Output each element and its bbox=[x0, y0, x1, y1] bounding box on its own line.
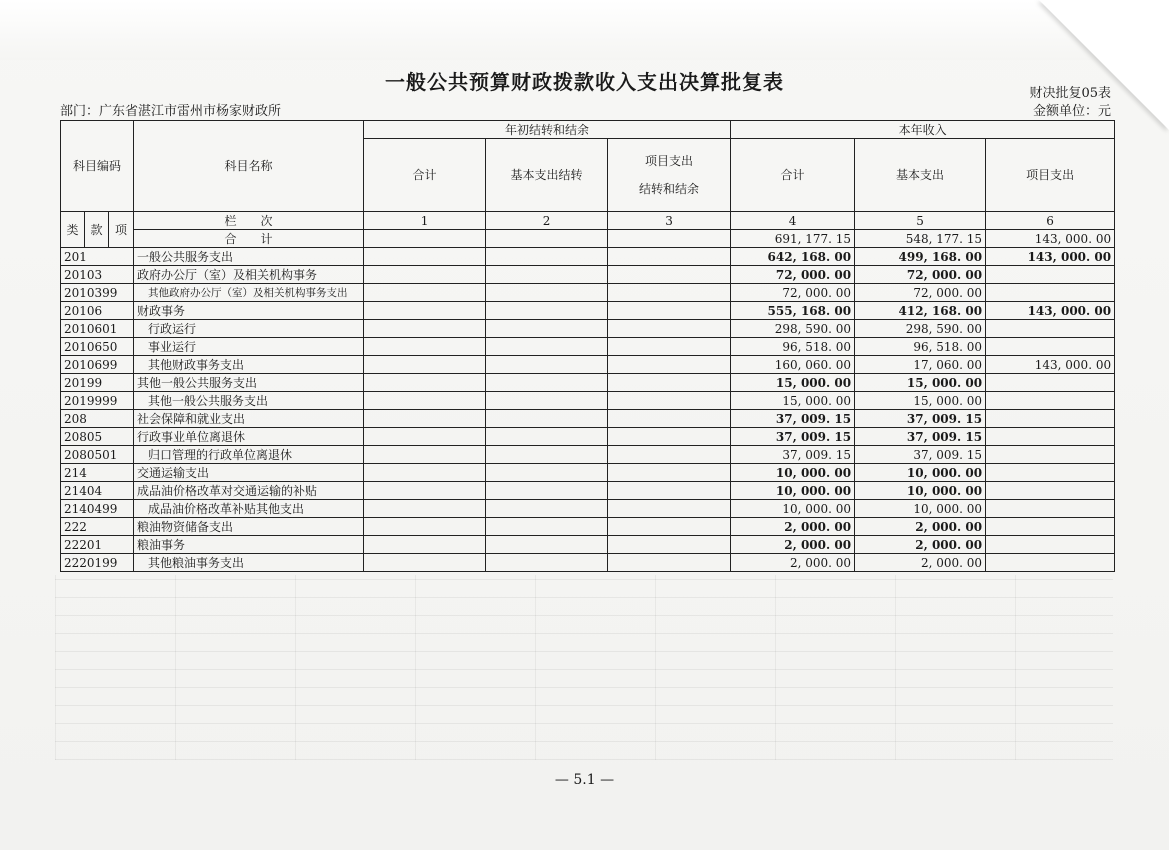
column-index-row bbox=[61, 212, 1115, 230]
row-carry-c2 bbox=[486, 518, 608, 536]
row-carry-c1 bbox=[364, 320, 486, 338]
row-value-c6 bbox=[986, 536, 1115, 554]
row-value-c5: 15, 000. 00 bbox=[855, 374, 986, 392]
row-value-c4: 10, 000. 00 bbox=[731, 482, 855, 500]
row-carry-c3 bbox=[608, 536, 731, 554]
row-value-c4: 10, 000. 00 bbox=[731, 464, 855, 482]
header-row-1 bbox=[61, 121, 1115, 139]
page-number: — 5.1 — bbox=[554, 772, 615, 788]
row-subject-code: 2019999 bbox=[61, 392, 134, 410]
row-carry-c2 bbox=[486, 248, 608, 266]
row-value-c6: 143, 000. 00 bbox=[986, 302, 1115, 320]
row-value-c5: 298, 590. 00 bbox=[855, 320, 986, 338]
project-carry-header bbox=[608, 139, 731, 212]
row-carry-c2 bbox=[486, 410, 608, 428]
total-c5: 548, 177. 15 bbox=[855, 230, 986, 248]
row-carry-c2 bbox=[486, 500, 608, 518]
row-subject-code: 222 bbox=[61, 518, 134, 536]
row-value-c6 bbox=[986, 554, 1115, 572]
table-row bbox=[61, 248, 1115, 266]
row-value-c4: 37, 009. 15 bbox=[731, 410, 855, 428]
row-value-c6 bbox=[986, 518, 1115, 536]
row-carry-c3 bbox=[608, 284, 731, 302]
lanci-label: 栏 次 bbox=[134, 212, 364, 230]
row-carry-c1 bbox=[364, 374, 486, 392]
row-value-c5: 499, 168. 00 bbox=[855, 248, 986, 266]
row-carry-c2 bbox=[486, 536, 608, 554]
project-carry-line2: 结转和结余 bbox=[639, 182, 700, 197]
col-index-1: 1 bbox=[364, 212, 486, 230]
row-carry-c2 bbox=[486, 554, 608, 572]
row-carry-c2 bbox=[486, 302, 608, 320]
row-value-c6 bbox=[986, 428, 1115, 446]
row-value-c4: 15, 000. 00 bbox=[731, 374, 855, 392]
row-carry-c2 bbox=[486, 320, 608, 338]
row-carry-c3 bbox=[608, 464, 731, 482]
row-carry-c1 bbox=[364, 482, 486, 500]
total-c2 bbox=[486, 230, 608, 248]
row-subject-name: 其他一般公共服务支出 bbox=[134, 392, 364, 410]
row-subject-name: 其他政府办公厅（室）及相关机构事务支出 bbox=[134, 284, 364, 302]
form-code: 财决批复05表 bbox=[1029, 86, 1111, 101]
row-carry-c1 bbox=[364, 464, 486, 482]
row-subject-code: 2010650 bbox=[61, 338, 134, 356]
row-value-c6 bbox=[986, 482, 1115, 500]
heji-label: 合 计 bbox=[134, 230, 364, 248]
table-row bbox=[61, 554, 1115, 572]
scan-top-band bbox=[0, 0, 1169, 60]
row-value-c6 bbox=[986, 446, 1115, 464]
table-row bbox=[61, 302, 1115, 320]
row-subject-code: 2010399 bbox=[61, 284, 134, 302]
table-row bbox=[61, 410, 1115, 428]
table-row bbox=[61, 482, 1115, 500]
row-value-c6 bbox=[986, 284, 1115, 302]
row-value-c4: 555, 168. 00 bbox=[731, 302, 855, 320]
row-subject-name: 财政事务 bbox=[134, 302, 364, 320]
row-subject-name: 成品油价格改革对交通运输的补贴 bbox=[134, 482, 364, 500]
row-subject-name: 成品油价格改革补贴其他支出 bbox=[134, 500, 364, 518]
row-carry-c2 bbox=[486, 428, 608, 446]
row-carry-c2 bbox=[486, 338, 608, 356]
xiang-header: 项 bbox=[109, 212, 134, 248]
row-carry-c1 bbox=[364, 518, 486, 536]
row-value-c4: 72, 000. 00 bbox=[731, 284, 855, 302]
row-value-c4: 2, 000. 00 bbox=[731, 536, 855, 554]
row-value-c5: 10, 000. 00 bbox=[855, 500, 986, 518]
row-carry-c3 bbox=[608, 302, 731, 320]
row-value-c5: 72, 000. 00 bbox=[855, 266, 986, 284]
row-subject-name: 行政事业单位离退休 bbox=[134, 428, 364, 446]
col-index-3: 3 bbox=[608, 212, 731, 230]
bleed-through-grid bbox=[55, 575, 1113, 760]
project-exp-header: 项目支出 bbox=[986, 139, 1115, 212]
row-subject-name: 粮油事务 bbox=[134, 536, 364, 554]
carry-total-header: 合计 bbox=[364, 139, 486, 212]
row-subject-name: 社会保障和就业支出 bbox=[134, 410, 364, 428]
row-value-c4: 298, 590. 00 bbox=[731, 320, 855, 338]
row-carry-c3 bbox=[608, 266, 731, 284]
row-carry-c1 bbox=[364, 338, 486, 356]
row-carry-c3 bbox=[608, 320, 731, 338]
row-value-c6 bbox=[986, 338, 1115, 356]
row-carry-c3 bbox=[608, 374, 731, 392]
row-carry-c2 bbox=[486, 392, 608, 410]
row-value-c4: 37, 009. 15 bbox=[731, 446, 855, 464]
table-row bbox=[61, 266, 1115, 284]
col-index-6: 6 bbox=[986, 212, 1115, 230]
row-subject-name: 事业运行 bbox=[134, 338, 364, 356]
row-value-c6 bbox=[986, 266, 1115, 284]
page-title: 一般公共预算财政拨款收入支出决算批复表 bbox=[385, 70, 784, 94]
subject-code-header: 科目编码 bbox=[61, 121, 134, 212]
row-value-c6 bbox=[986, 392, 1115, 410]
table-row bbox=[61, 284, 1115, 302]
row-carry-c1 bbox=[364, 500, 486, 518]
table-row bbox=[61, 374, 1115, 392]
row-subject-code: 2080501 bbox=[61, 446, 134, 464]
row-value-c5: 412, 168. 00 bbox=[855, 302, 986, 320]
row-subject-name: 交通运输支出 bbox=[134, 464, 364, 482]
row-carry-c3 bbox=[608, 392, 731, 410]
row-subject-name: 归口管理的行政单位离退休 bbox=[134, 446, 364, 464]
table-row bbox=[61, 320, 1115, 338]
basic-exp-header: 基本支出 bbox=[855, 139, 986, 212]
total-c3 bbox=[608, 230, 731, 248]
row-subject-name: 其他粮油事务支出 bbox=[134, 554, 364, 572]
row-value-c5: 2, 000. 00 bbox=[855, 518, 986, 536]
row-value-c5: 37, 009. 15 bbox=[855, 410, 986, 428]
department-label: 部门：广东省湛江市雷州市杨家财政所 bbox=[60, 104, 282, 119]
row-carry-c1 bbox=[364, 284, 486, 302]
row-subject-code: 208 bbox=[61, 410, 134, 428]
total-c4: 691, 177. 15 bbox=[731, 230, 855, 248]
row-subject-name: 其他一般公共服务支出 bbox=[134, 374, 364, 392]
row-subject-code: 20103 bbox=[61, 266, 134, 284]
table-row bbox=[61, 392, 1115, 410]
row-carry-c3 bbox=[608, 554, 731, 572]
row-subject-code: 22201 bbox=[61, 536, 134, 554]
row-carry-c1 bbox=[364, 392, 486, 410]
row-value-c4: 2, 000. 00 bbox=[731, 554, 855, 572]
table-row bbox=[61, 428, 1115, 446]
row-value-c5: 17, 060. 00 bbox=[855, 356, 986, 374]
row-value-c6: 143, 000. 00 bbox=[986, 356, 1115, 374]
row-subject-code: 2010699 bbox=[61, 356, 134, 374]
amount-unit: 金额单位：元 bbox=[1032, 104, 1111, 119]
row-value-c4: 72, 000. 00 bbox=[731, 266, 855, 284]
budget-table bbox=[60, 120, 1115, 572]
row-carry-c2 bbox=[486, 446, 608, 464]
row-subject-name: 一般公共服务支出 bbox=[134, 248, 364, 266]
row-value-c5: 37, 009. 15 bbox=[855, 446, 986, 464]
row-value-c5: 2, 000. 00 bbox=[855, 536, 986, 554]
table-row bbox=[61, 536, 1115, 554]
row-value-c6 bbox=[986, 374, 1115, 392]
row-carry-c3 bbox=[608, 356, 731, 374]
table-row bbox=[61, 338, 1115, 356]
row-value-c4: 96, 518. 00 bbox=[731, 338, 855, 356]
project-carry-line1: 项目支出 bbox=[645, 154, 694, 169]
row-value-c5: 2, 000. 00 bbox=[855, 554, 986, 572]
table-row bbox=[61, 446, 1115, 464]
row-value-c4: 37, 009. 15 bbox=[731, 428, 855, 446]
row-value-c6 bbox=[986, 500, 1115, 518]
row-carry-c1 bbox=[364, 410, 486, 428]
income-total-header: 合计 bbox=[731, 139, 855, 212]
row-carry-c3 bbox=[608, 482, 731, 500]
row-value-c4: 15, 000. 00 bbox=[731, 392, 855, 410]
row-value-c6 bbox=[986, 464, 1115, 482]
row-subject-name: 行政运行 bbox=[134, 320, 364, 338]
row-subject-name: 其他财政事务支出 bbox=[134, 356, 364, 374]
table-row bbox=[61, 464, 1115, 482]
row-value-c5: 10, 000. 00 bbox=[855, 464, 986, 482]
row-carry-c3 bbox=[608, 446, 731, 464]
row-value-c6 bbox=[986, 410, 1115, 428]
row-carry-c3 bbox=[608, 518, 731, 536]
row-carry-c2 bbox=[486, 266, 608, 284]
row-carry-c1 bbox=[364, 554, 486, 572]
row-carry-c1 bbox=[364, 428, 486, 446]
row-carry-c1 bbox=[364, 356, 486, 374]
row-subject-code: 2220199 bbox=[61, 554, 134, 572]
col-index-4: 4 bbox=[731, 212, 855, 230]
row-carry-c1 bbox=[364, 302, 486, 320]
table-row bbox=[61, 518, 1115, 536]
row-subject-code: 20805 bbox=[61, 428, 134, 446]
lei-header: 类 bbox=[61, 212, 85, 248]
row-carry-c2 bbox=[486, 374, 608, 392]
total-c6: 143, 000. 00 bbox=[986, 230, 1115, 248]
row-subject-code: 20199 bbox=[61, 374, 134, 392]
row-value-c6: 143, 000. 00 bbox=[986, 248, 1115, 266]
row-subject-code: 214 bbox=[61, 464, 134, 482]
row-subject-code: 2140499 bbox=[61, 500, 134, 518]
row-value-c6 bbox=[986, 320, 1115, 338]
row-value-c4: 10, 000. 00 bbox=[731, 500, 855, 518]
row-carry-c2 bbox=[486, 284, 608, 302]
row-carry-c1 bbox=[364, 536, 486, 554]
row-carry-c3 bbox=[608, 500, 731, 518]
kuan-header: 款 bbox=[85, 212, 109, 248]
total-row bbox=[61, 230, 1115, 248]
row-subject-name: 粮油物资储备支出 bbox=[134, 518, 364, 536]
row-carry-c3 bbox=[608, 248, 731, 266]
row-carry-c2 bbox=[486, 356, 608, 374]
row-carry-c3 bbox=[608, 338, 731, 356]
row-value-c4: 160, 060. 00 bbox=[731, 356, 855, 374]
col-index-5: 5 bbox=[855, 212, 986, 230]
row-value-c4: 2, 000. 00 bbox=[731, 518, 855, 536]
total-c1 bbox=[364, 230, 486, 248]
row-subject-code: 201 bbox=[61, 248, 134, 266]
row-subject-code: 21404 bbox=[61, 482, 134, 500]
col-index-2: 2 bbox=[486, 212, 608, 230]
table-row bbox=[61, 500, 1115, 518]
row-carry-c1 bbox=[364, 266, 486, 284]
row-value-c4: 642, 168. 00 bbox=[731, 248, 855, 266]
row-carry-c1 bbox=[364, 248, 486, 266]
table-body bbox=[61, 248, 1115, 572]
row-carry-c3 bbox=[608, 410, 731, 428]
row-value-c5: 72, 000. 00 bbox=[855, 284, 986, 302]
row-carry-c3 bbox=[608, 428, 731, 446]
row-value-c5: 15, 000. 00 bbox=[855, 392, 986, 410]
row-carry-c2 bbox=[486, 482, 608, 500]
row-carry-c2 bbox=[486, 464, 608, 482]
row-subject-name: 政府办公厅（室）及相关机构事务 bbox=[134, 266, 364, 284]
row-value-c5: 96, 518. 00 bbox=[855, 338, 986, 356]
income-group-header: 本年收入 bbox=[731, 121, 1115, 139]
row-subject-code: 2010601 bbox=[61, 320, 134, 338]
row-value-c5: 37, 009. 15 bbox=[855, 428, 986, 446]
table-row bbox=[61, 356, 1115, 374]
subject-name-header: 科目名称 bbox=[134, 121, 364, 212]
row-value-c5: 10, 000. 00 bbox=[855, 482, 986, 500]
carryover-group-header: 年初结转和结余 bbox=[364, 121, 731, 139]
row-subject-code: 20106 bbox=[61, 302, 134, 320]
basic-carry-header: 基本支出结转 bbox=[486, 139, 608, 212]
row-carry-c1 bbox=[364, 446, 486, 464]
